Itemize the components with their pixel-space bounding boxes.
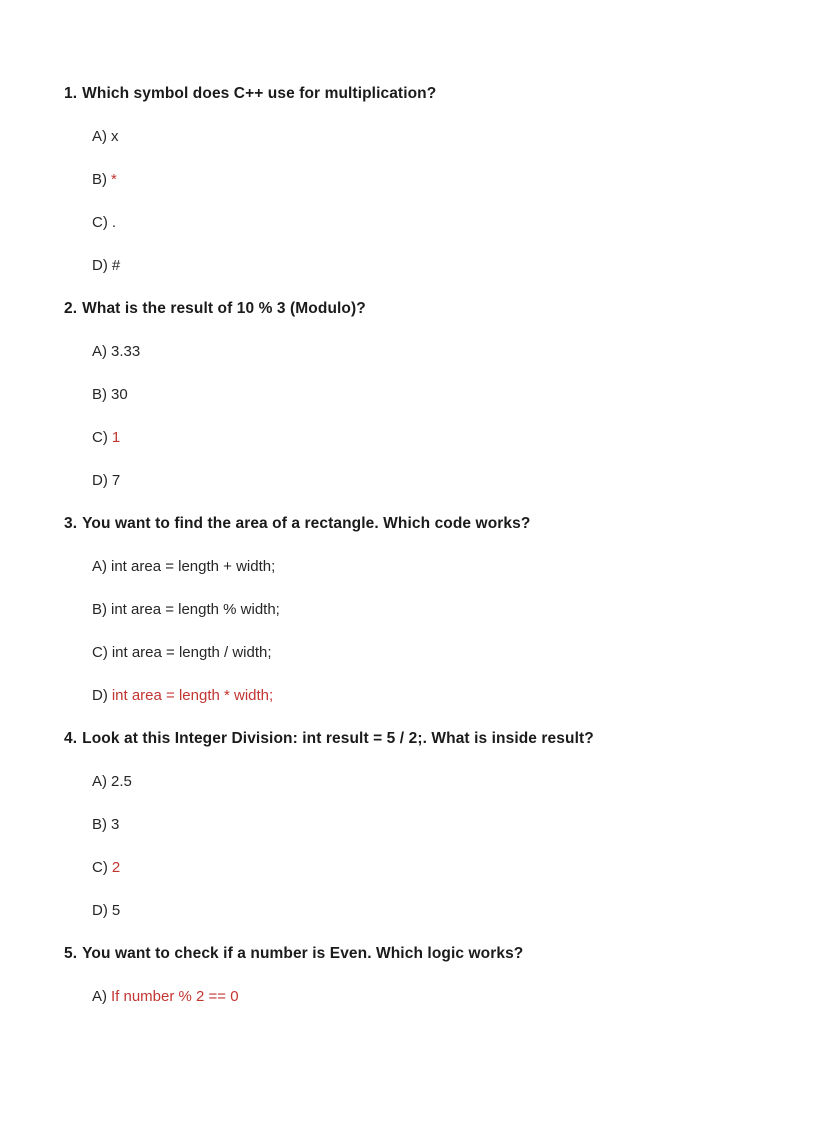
option-label: C)	[92, 859, 108, 876]
question-title	[64, 717, 774, 760]
option-text: int area = length + width;	[111, 558, 276, 575]
question-title	[64, 932, 774, 975]
option-label: C)	[92, 429, 108, 446]
option-label: D)	[92, 902, 108, 919]
option-label: A)	[92, 128, 107, 145]
question-text: Look at this Integer Division: int result = 5 / 2;. What is inside result?	[82, 730, 594, 747]
option-text: *	[111, 171, 117, 188]
option-text: int area = length * width;	[111, 687, 274, 704]
question-block-4	[64, 717, 774, 932]
option-label: D)	[92, 687, 108, 704]
option-text: 3.33	[111, 343, 141, 360]
option-text: 2.5	[111, 773, 132, 790]
option-label: D)	[92, 472, 108, 489]
question-block-5	[64, 932, 774, 1018]
question-title	[64, 502, 774, 545]
option-text: int area = length / width;	[111, 644, 272, 661]
option-text: 5	[111, 902, 121, 919]
option-text: x	[111, 128, 119, 145]
option-label: A)	[92, 343, 107, 360]
option-row	[92, 846, 774, 889]
option-row	[92, 631, 774, 674]
option-row	[92, 760, 774, 803]
option-label: B)	[92, 601, 107, 618]
question-text: What is the result of 10 % 3 (Modulo)?	[82, 300, 366, 317]
option-text: int area = length % width;	[111, 601, 280, 618]
option-label: C)	[92, 644, 108, 661]
option-row	[92, 674, 774, 717]
option-label: B)	[92, 816, 107, 833]
option-row	[92, 201, 774, 244]
question-text: You want to find the area of a rectangle. Which code works?	[82, 515, 531, 532]
option-row	[92, 330, 774, 373]
question-number: 5.	[64, 945, 78, 962]
option-text: 30	[111, 386, 128, 403]
question-block-3	[64, 502, 774, 717]
option-text: 2	[111, 859, 121, 876]
option-row	[92, 889, 774, 932]
option-row	[92, 803, 774, 846]
option-label: A)	[92, 988, 107, 1005]
question-text: Which symbol does C++ use for multiplication?	[82, 85, 437, 102]
question-block-2	[64, 287, 774, 502]
option-text: 7	[111, 472, 121, 489]
question-number: 2.	[64, 300, 78, 317]
question-text: You want to check if a number is Even. Which logic works?	[82, 945, 524, 962]
option-row	[92, 416, 774, 459]
option-row	[92, 158, 774, 201]
option-row	[92, 545, 774, 588]
option-text: #	[111, 257, 121, 274]
option-row	[92, 115, 774, 158]
question-number: 1.	[64, 85, 78, 102]
question-number: 4.	[64, 730, 78, 747]
option-text: If number % 2 == 0	[111, 988, 239, 1005]
option-text: 1	[111, 429, 121, 446]
question-block-1	[64, 72, 774, 287]
option-text: 3	[111, 816, 120, 833]
option-label: C)	[92, 214, 108, 231]
question-title	[64, 72, 774, 115]
question-title	[64, 287, 774, 330]
option-label: B)	[92, 171, 107, 188]
question-number: 3.	[64, 515, 78, 532]
option-label: A)	[92, 558, 107, 575]
option-row	[92, 975, 774, 1018]
option-text: .	[111, 214, 116, 231]
option-label: B)	[92, 386, 107, 403]
option-row	[92, 588, 774, 631]
option-row	[92, 373, 774, 416]
option-label: D)	[92, 257, 108, 274]
option-label: A)	[92, 773, 107, 790]
option-row	[92, 459, 774, 502]
option-row	[92, 244, 774, 287]
